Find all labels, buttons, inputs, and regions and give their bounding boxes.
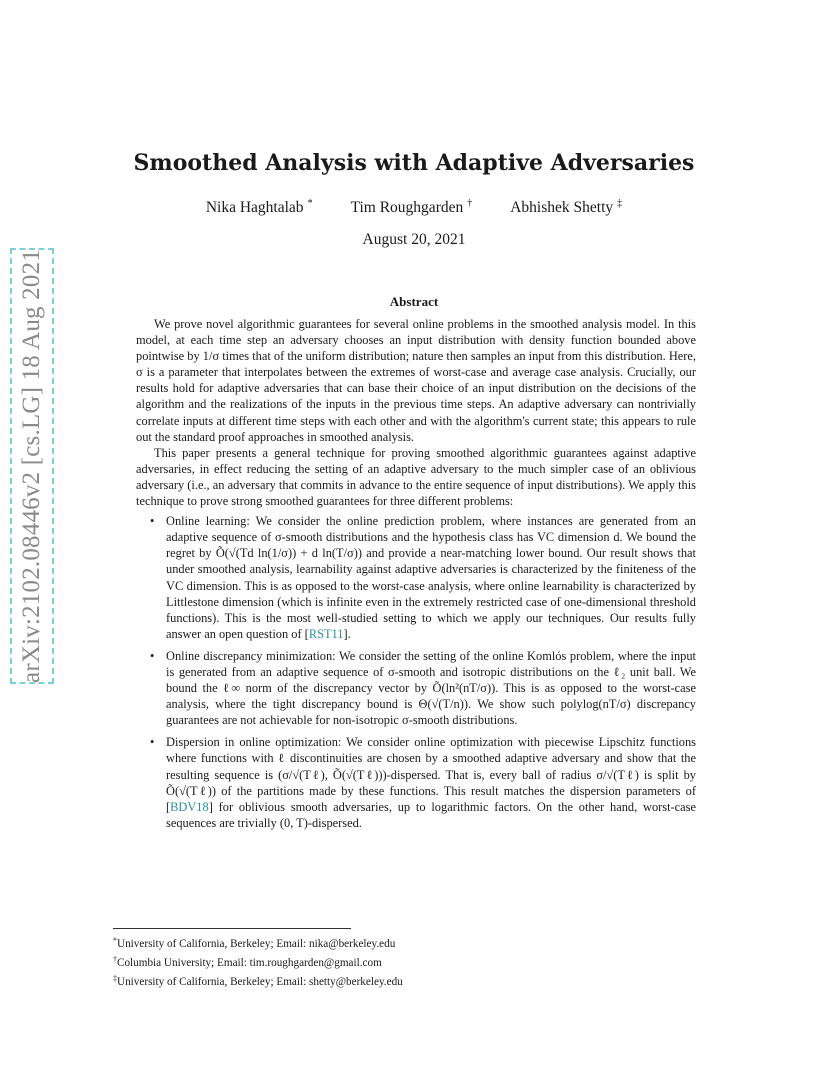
footnotes	[113, 933, 733, 990]
contribution-list	[136, 513, 696, 831]
footnote-text: Columbia University; Email: tim.roughgarden@gmail.com	[117, 957, 382, 969]
bullet-text: Online discrepancy minimization: We consider the setting of the online Komlós problem, where the input is generated from an adaptive sequence of σ-smooth and isotropic distributions on the ℓ₂ unit ball. We bound the ℓ∞ norm of the discrepancy vector by Õ(ln²(nT/σ)). This is as opposed to the worst-case analysis, where the tight discrepancy bound is Θ(√(T/n)). We show such polylog(nT/σ) discrepancy guarantees are not achievable for non-isotropic σ-smooth distributions.	[166, 648, 696, 728]
author	[510, 198, 622, 217]
paper-title: Smoothed Analysis with Adaptive Adversaries	[133, 150, 695, 176]
citation-link[interactable]: BDV18	[170, 799, 209, 814]
footnote-mark: *	[113, 936, 117, 945]
list-item: • Dispersion in online optimization: We consider online optimization with piecewise Lipschitz functions where functions with ℓ discontinuities are chosen by a smoothed adaptive adversary and show that the resulting sequence is (σ/√(Tℓ), Õ(√(Tℓ)))-dispersed. That is, every ball of radius σ/√(Tℓ) is split by Õ(√(Tℓ)) of the partitions made by these functions. This result matches the dispersion parameters of [BDV18] for oblivious smooth adversaries, up to logarithmic factors. On the other hand, worst-case sequences are trivially (0, T)-dispersed.	[166, 734, 696, 831]
abstract-paragraph: This paper presents a general technique for proving smoothed algorithmic guarantees against adaptive adversaries, in effect reducing the setting of an adaptive adversary to the much simpler case of an oblivious adversary (i.e., an adversary that commits in advance to the entire sequence of input distributions). We apply this technique to prove strong smoothed guarantees for three different problems:	[136, 445, 696, 509]
footnote-text: University of California, Berkeley; Email: nika@berkeley.edu	[117, 938, 396, 950]
arxiv-stamp	[10, 248, 54, 684]
footnote-mark: ‡	[113, 974, 117, 983]
author-name: Abhishek Shetty	[510, 199, 614, 216]
author-list	[0, 198, 828, 217]
paper-date: August 20, 2021	[362, 231, 466, 248]
list-item	[166, 648, 696, 728]
author-footnote-mark[interactable]: *	[307, 198, 313, 209]
author	[351, 198, 473, 217]
abstract-body	[136, 316, 696, 837]
footnote	[113, 952, 733, 971]
author-name: Tim Roughgarden	[350, 199, 464, 216]
author-footnote-mark[interactable]: ‡	[617, 198, 623, 209]
abstract-heading: Abstract	[389, 294, 439, 309]
list-item: • Online learning: We consider the online prediction problem, where instances are generated from an adaptive sequence of σ-smooth distributions and the hypothesis class has VC dimension d. We bound the regret by Õ(√(Td ln(1/σ)) + d ln(T/σ)) and provide a near-matching lower bound. Our result shows that under smoothed analysis, learnability against adaptive adversaries is characterized by the finiteness of the VC dimension. This is as opposed to the worst-case analysis, where online learnability is characterized by Littlestone dimension (which is infinite even in the extremely restricted case of one-dimensional threshold functions). This is the most well-studied setting to which we apply our techniques. Our results fully answer an open question of [RST11].	[166, 513, 696, 642]
author-name: Nika Haghtalab	[205, 199, 304, 216]
footnote	[113, 933, 733, 952]
footnote-divider	[113, 928, 351, 929]
footnote-text: University of California, Berkeley; Email: shetty@berkeley.edu	[117, 976, 403, 988]
footnote-mark: †	[113, 955, 117, 964]
citation-link[interactable]: RST11	[308, 626, 344, 641]
bullet-tail: for oblivious smooth adversaries, up to logarithmic factors. On the other hand, worst-case sequences are trivially (0, T)-dispersed.	[166, 799, 696, 830]
footnote	[113, 971, 733, 990]
author-footnote-mark[interactable]: †	[467, 198, 473, 209]
bullet-text: Online learning: We consider the online prediction problem, where instances are generated from an adaptive sequence of σ-smooth distributions and the hypothesis class has VC dimension d. We bound the regret by Õ(√(Td ln(1/σ)) + d ln(T/σ)) and provide a near-matching lower bound. Our result shows that under smoothed analysis, learnability against adaptive adversaries is characterized by the finiteness of the VC dimension. This is as opposed to the worst-case analysis, where online learnability is characterized by Littlestone dimension (which is infinite even in the extremely restricted case of one-dimensional threshold functions). This is the most well-studied setting to which we apply our techniques. Our results fully answer an open question of	[166, 514, 696, 641]
author	[206, 198, 313, 217]
bullet-text: Dispersion in online optimization: We consider online optimization with piecewise Lipschitz functions where functions with ℓ discontinuities are chosen by a smoothed adaptive adversary and show that the resulting sequence is (σ/√(Tℓ), Õ(√(Tℓ)))-dispersed. That is, every ball of radius σ/√(Tℓ) is split by Õ(√(Tℓ)) of the partitions made by these functions. This result matches the dispersion parameters of	[166, 735, 696, 798]
bullet-tail: .	[347, 626, 351, 641]
abstract-paragraph: We prove novel algorithmic guarantees for several online problems in the smoothed analysis model. In this model, at each time step an adversary chooses an input distribution with density function bounded above pointwise by 1/σ times that of the uniform distribution; nature then samples an input from this distribution. Here, σ is a parameter that interpolates between the extremes of worst-case and average case analysis. Crucially, our results hold for adaptive adversaries that can base their choice of an input distribution on the decisions of the algorithm and the realizations of the inputs in the previous time steps. An adaptive adversary can nontrivially correlate inputs at different time steps with each other and with the algorithm's current state; this appears to rule out the standard proof approaches in smoothed analysis.	[136, 317, 696, 444]
arxiv-stamp-text: arXiv:2102.08446v2 [cs.LG] 18 Aug 2021	[18, 249, 45, 683]
